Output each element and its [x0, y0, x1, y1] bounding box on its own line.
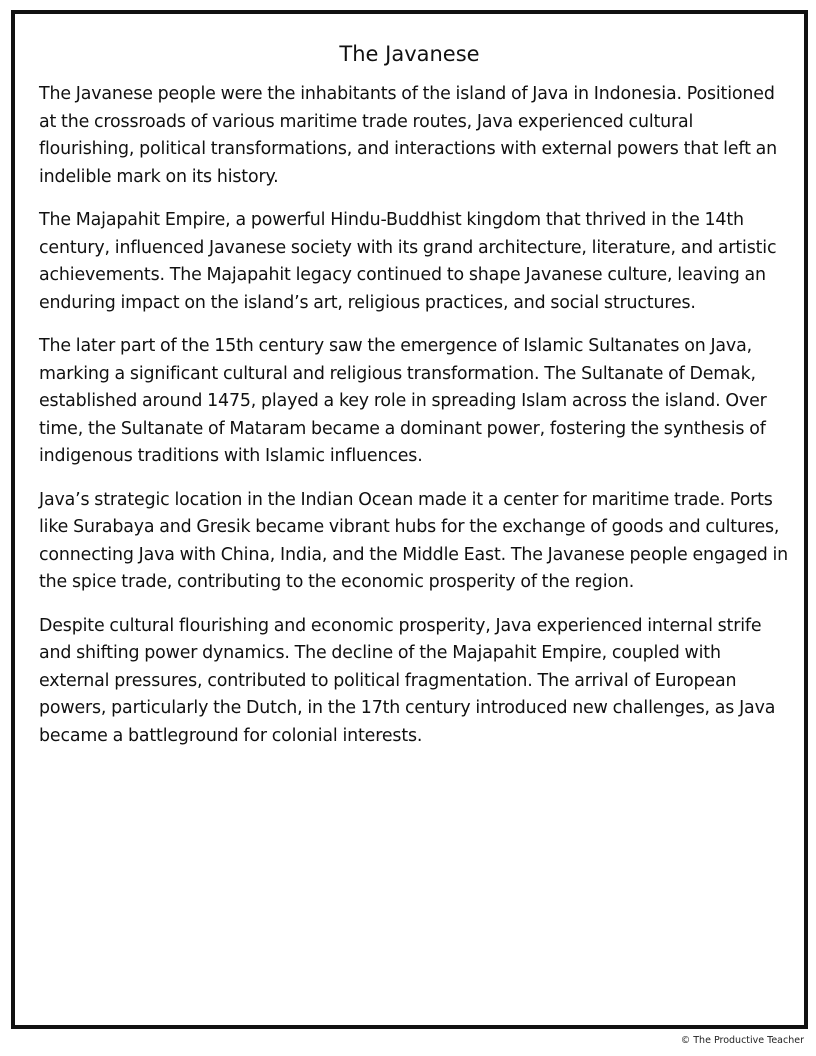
paragraph-1: The Javanese people were the inhabitants of the island of Java in Indonesia. Positioned at the crossroads of various maritime trade routes, Java experienced cultural flourishing, political transformations, and interactions with external powers that left an indelible mark on its history. — [39, 84, 777, 187]
article-body — [39, 81, 789, 766]
paragraph-5: Despite cultural flourishing and economic prosperity, Java experienced internal strife and shifting power dynamics. The decline of the Majapahit Empire, coupled with external pressures, contributed to political fragmentation. The arrival of European powers, particularly the Dutch, in the 17th century introduced new challenges, as Java became a battleground for colonial interests. — [39, 615, 776, 746]
paragraph-4: Java’s strategic location in the Indian Ocean made it a center for maritime trade. Ports like Surabaya and Gresik became vibrant hubs for the exchange of goods and cultures, connecting Java with China, India, and the Middle East. The Javanese people engaged in the spice trade, contributing to the economic prosperity of the region. — [39, 489, 789, 592]
paragraph-2: The Majapahit Empire, a powerful Hindu-Buddhist kingdom that thrived in the 14th century, influenced Javanese society with its grand architecture, literature, and artistic achievements. The Majapahit legacy continued to shape Javanese culture, leaving an enduring impact on the island’s art, religious practices, and social structures. — [39, 210, 777, 313]
page-title: The Javanese — [339, 42, 480, 66]
copyright-footer: © The Productive Teacher — [680, 1035, 804, 1046]
paragraph-3: The later part of the 15th century saw the emergence of Islamic Sultanates on Java, marking a significant cultural and religious transformation. The Sultanate of Demak, established around 1475, played a key role in spreading Islam across the island. Over time, the Sultanate of Mataram became a dominant power, fostering the synthesis of indigenous traditions with Islamic influences. — [39, 336, 767, 466]
page-frame — [11, 10, 808, 1029]
